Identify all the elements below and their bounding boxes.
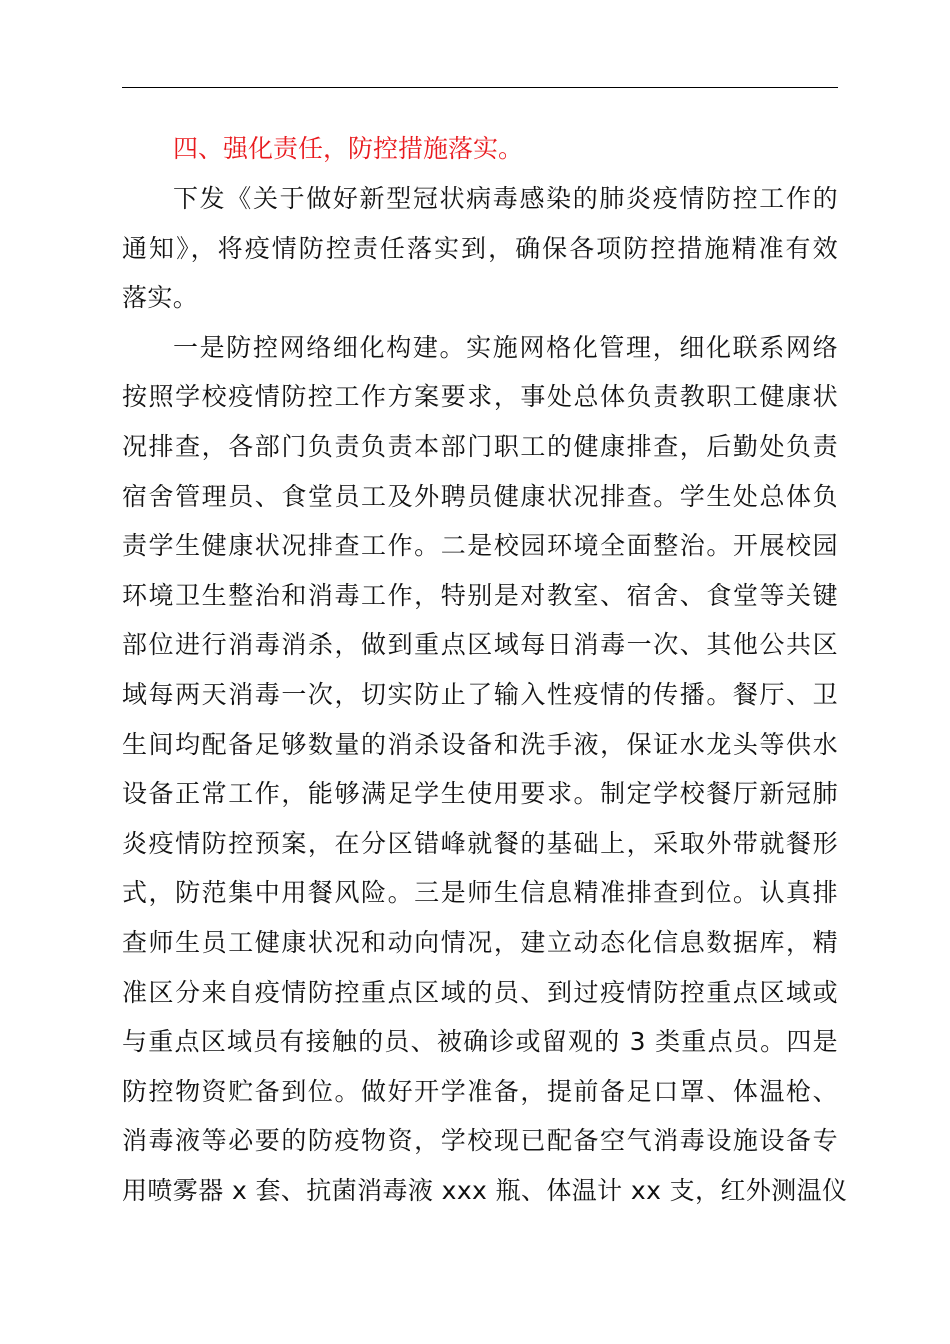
paragraph-line: 查师生员工健康状况和动向情况，建立动态化信息数据库，精 <box>122 927 838 957</box>
paragraph-line: 域每两天消毒一次，切实防止了输入性疫情的传播。餐厅、卫 <box>122 679 838 709</box>
paragraph-line: 消毒液等必要的防疫物资，学校现已配备空气消毒设施设备专 <box>122 1126 838 1156</box>
paragraph-line: 炎疫情防控预案，在分区错峰就餐的基础上，采取外带就餐形 <box>122 828 838 858</box>
paragraph-line: 通知》，将疫情防控责任落实到，确保各项防控措施精准有效 <box>122 233 838 263</box>
paragraph-line: 设备正常工作，能够满足学生使用要求。制定学校餐厅新冠肺 <box>122 779 838 809</box>
paragraph-line: 责学生健康状况排查工作。二是校园环境全面整治。开展校园 <box>122 531 838 561</box>
paragraph-line: 按照学校疫情防控工作方案要求，事处总体负责教职工健康状 <box>122 382 838 412</box>
paragraph-line: 下发《关于做好新型冠状病毒感染的肺炎疫情防控工作的 <box>173 184 838 213</box>
paragraph-line: 与重点区域员有接触的员、被确诊或留观的 3 类重点员。四是 <box>122 1027 838 1057</box>
paragraph-line: 况排查，各部门负责负责本部门职工的健康排查，后勤处负责 <box>122 431 838 461</box>
paragraph-1 <box>122 174 838 323</box>
paragraph-line: 式，防范集中用餐风险。三是师生信息精准排查到位。认真排 <box>122 878 838 908</box>
section-heading: 四、强化责任，防控措施落实。 <box>173 134 524 163</box>
paragraph-2 <box>122 323 848 1216</box>
paragraph-line: 准区分来自疫情防控重点区域的员、到过疫情防控重点区域或 <box>122 977 838 1007</box>
paragraph-line: 落实。 <box>122 283 199 313</box>
paragraph-line: 部位进行消毒消杀，做到重点区域每日消毒一次、其他公共区 <box>122 630 838 660</box>
paragraph-line: 宿舍管理员、食堂员工及外聘员健康状况排查。学生处总体负 <box>122 481 838 511</box>
paragraph-line: 生间均配备足够数量的消杀设备和洗手液，保证水龙头等供水 <box>122 729 838 759</box>
header-rule <box>122 87 838 88</box>
document-body <box>122 124 848 1215</box>
paragraph-line: 一是防控网络细化构建。实施网格化管理，细化联系网络 <box>173 332 838 362</box>
paragraph-line: 环境卫生整治和消毒工作，特别是对教室、宿舍、食堂等关键 <box>122 580 838 610</box>
paragraph-line: 用喷雾器 x 套、抗菌消毒液 xxx 瓶、体温计 xx 支，红外测温仪 <box>122 1175 848 1205</box>
paragraph-line: 防控物资贮备到位。做好开学准备，提前备足口罩、体温枪、 <box>122 1076 838 1106</box>
